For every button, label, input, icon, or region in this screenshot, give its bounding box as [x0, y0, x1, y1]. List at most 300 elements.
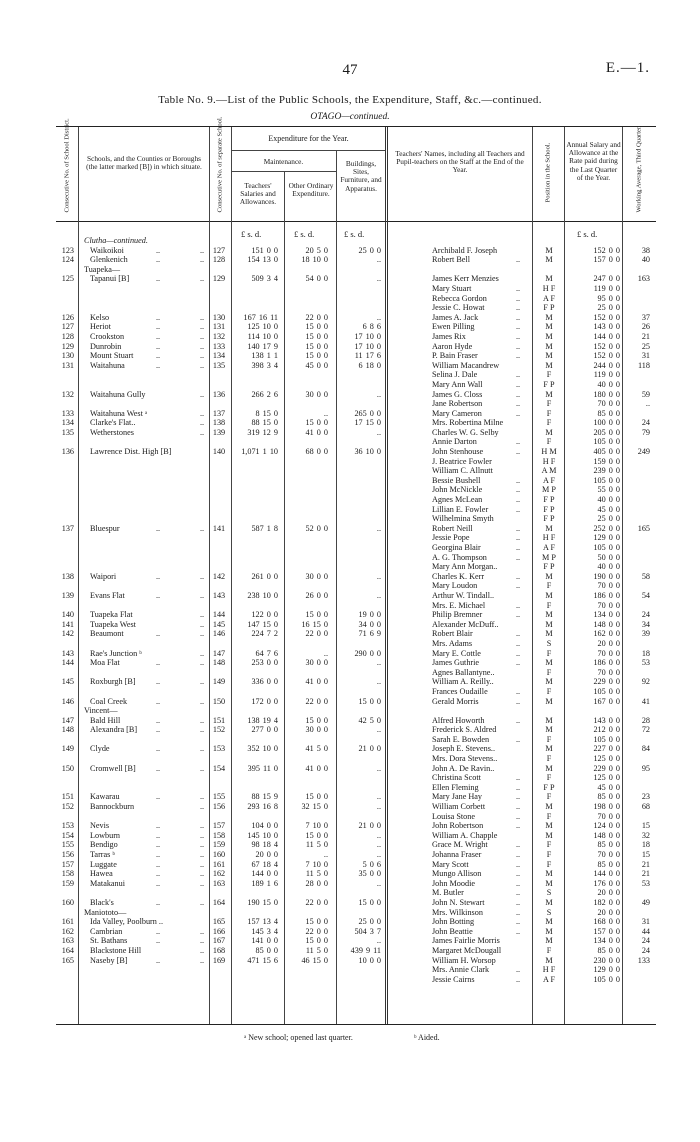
working-average: 21	[641, 331, 650, 341]
teacher-name: James G. Closs	[432, 389, 483, 399]
teacher-name: John N. Stewart	[432, 897, 485, 907]
position: M	[545, 312, 553, 322]
school-no: 169	[212, 955, 226, 965]
annual-salary: 198 0 0	[593, 802, 620, 812]
working-average: 24	[641, 418, 650, 428]
school-no: 156	[212, 802, 226, 812]
school-sep: ..	[199, 897, 205, 907]
position: M	[545, 917, 553, 927]
teacher-dots: ..	[516, 696, 521, 706]
table-row	[56, 687, 656, 697]
other-expenditure: 32 15 0	[301, 802, 328, 812]
teacher-dots: ..	[516, 255, 521, 265]
district-no: 126	[61, 312, 74, 322]
teacher-dots: ..	[516, 447, 521, 457]
school-sep: ..	[199, 274, 205, 284]
teacher-name: J. Beatrice Fowler	[432, 456, 492, 466]
buildings: ..	[376, 725, 381, 735]
school-name: Tuapeka Flat	[90, 610, 133, 620]
school-dots: ..	[156, 696, 161, 706]
school-sep: ..	[199, 955, 205, 965]
other-expenditure: 28 0 0	[305, 878, 328, 888]
annual-salary: 152 0 0	[593, 351, 620, 361]
table-subtitle: OTAGO—continued.	[310, 112, 390, 122]
school-dots: ..	[156, 658, 161, 668]
col-maintenance: Maintenance.	[263, 157, 304, 166]
teacher-name: William H. Worsop	[432, 955, 496, 965]
teacher-name: Robert Neill	[432, 523, 473, 533]
school-sep: ..	[199, 840, 205, 850]
school-no: 160	[212, 850, 226, 859]
buildings: ..	[376, 878, 381, 888]
other-expenditure: 15 0 0	[305, 830, 328, 840]
table-row	[56, 342, 656, 352]
table-row	[56, 332, 656, 342]
school-no: 164	[212, 897, 226, 907]
buildings: 504 3 7	[354, 926, 381, 936]
table-row	[56, 303, 656, 313]
school-name: Kelso	[90, 312, 110, 322]
working-average: 165	[637, 523, 650, 533]
teacher-dots: ..	[516, 504, 521, 514]
teacher-name: Mary Ann Wall	[432, 379, 483, 389]
teacher-name: Georgina Blair	[432, 543, 481, 552]
table-row	[56, 610, 656, 620]
school-no: 145	[212, 619, 226, 629]
school-no: 146	[212, 629, 226, 639]
school-no: 138	[212, 418, 226, 428]
table-row	[56, 351, 656, 361]
position: F	[546, 686, 552, 696]
table-row	[56, 888, 656, 898]
annual-salary: 105 0 0	[593, 686, 620, 696]
teacher-name: Joseph E. Stevens..	[432, 744, 495, 754]
annual-salary: 105 0 0	[593, 437, 620, 447]
annual-salary: 25 0 0	[597, 303, 620, 313]
working-average: 37	[641, 312, 650, 322]
teacher-name: James Fairlie Morris	[432, 936, 500, 946]
buildings: ..	[376, 274, 381, 284]
teacher-name: Ellen Fleming	[432, 782, 479, 792]
teacher-name: Selina J. Dale	[432, 370, 478, 380]
other-expenditure: 16 15 0	[301, 619, 328, 629]
working-average: 34	[641, 619, 650, 629]
district-no: 140	[61, 610, 74, 620]
annual-salary: 148 0 0	[593, 830, 620, 840]
position: H F	[542, 533, 556, 543]
salaries: 8 15 0	[255, 408, 278, 418]
table-row	[56, 322, 656, 332]
annual-salary: 152 0 0	[593, 341, 620, 351]
annual-salary: 190 0 0	[593, 571, 620, 581]
school-dots: ..	[156, 255, 161, 265]
salaries: 398 3 4	[251, 360, 278, 370]
table-row	[56, 265, 656, 275]
annual-salary: 70 0 0	[597, 600, 620, 610]
school-sep: ..	[199, 792, 205, 802]
district-no: 163	[61, 936, 74, 946]
teacher-name: Annie Darton	[432, 437, 477, 447]
school-sep: ..	[199, 763, 205, 773]
annual-salary: 180 0 0	[593, 389, 620, 399]
district-no: 135	[61, 427, 74, 437]
table-row	[56, 831, 656, 841]
position: A M	[541, 466, 557, 476]
annual-salary: 186 0 0	[593, 590, 620, 600]
buildings: 15 0 0	[358, 897, 381, 907]
other-expenditure: 41 0 0	[305, 677, 328, 687]
position: M	[545, 955, 553, 965]
annual-salary: 157 0 0	[593, 926, 620, 936]
table-row	[56, 908, 656, 918]
table-title: Table No. 9.—List of the Public Schools, the Expenditure, Staff, &c.—continued.	[158, 94, 542, 106]
teacher-name: Robert Bell	[432, 255, 470, 265]
school-sep: ..	[199, 408, 205, 418]
working-average: 18	[641, 648, 650, 658]
school-name: Cambrian	[90, 926, 123, 936]
school-name: Matakanui	[90, 878, 126, 888]
teacher-name: Louisa Stone	[432, 811, 475, 821]
position: M	[545, 936, 553, 946]
school-name: Lawrence Dist. High [B]	[90, 447, 172, 457]
other-expenditure: 30 0 0	[305, 389, 328, 399]
table-row	[56, 821, 656, 831]
school-no: 167	[212, 936, 226, 946]
district-no: 154	[61, 830, 74, 840]
col-other: Other Ordinary Expenditure.	[288, 181, 334, 199]
teacher-name: William A. Reilly..	[432, 677, 494, 687]
annual-salary: 167 0 0	[593, 696, 620, 706]
district-no: 148	[61, 725, 74, 735]
col-average: Working Average, Third Quarter.	[635, 125, 643, 213]
teacher-dots: ..	[516, 331, 521, 341]
position: F P	[543, 379, 555, 389]
other-expenditure: 41 0 0	[305, 427, 328, 437]
teacher-name: Charles K. Kerr	[432, 571, 485, 581]
annual-salary: 85 0 0	[597, 840, 620, 850]
table-row	[56, 773, 656, 783]
school-name: Tapanui [B]	[90, 274, 130, 284]
position: M	[545, 696, 553, 706]
table-row	[56, 457, 656, 467]
working-average: 92	[641, 677, 650, 687]
school-no: 128	[212, 255, 226, 265]
school-sep: ..	[199, 830, 205, 840]
salaries: 147 15 0	[247, 619, 278, 629]
table-row	[56, 879, 656, 889]
annual-salary: 95 0 0	[597, 293, 620, 303]
school-no: 153	[212, 744, 226, 754]
salaries: 471 15 6	[247, 955, 278, 965]
district-no: 127	[61, 322, 74, 332]
working-average: 53	[641, 878, 650, 888]
salaries: 151 0 0	[251, 245, 278, 255]
annual-salary: 182 0 0	[593, 897, 620, 907]
salaries: 189 1 6	[251, 878, 278, 888]
position: M	[545, 255, 553, 265]
district-no: 128	[61, 331, 74, 341]
position: H F	[542, 965, 556, 975]
table-row	[56, 754, 656, 764]
position: M	[545, 763, 553, 773]
annual-salary: 119 0 0	[593, 283, 620, 293]
school-sep: ..	[199, 869, 205, 879]
teacher-dots: ..	[516, 773, 521, 783]
buildings: 17 10 0	[354, 331, 381, 341]
salaries: 154 13 0	[247, 255, 278, 265]
table-row	[56, 965, 656, 975]
position: F	[546, 648, 552, 658]
school-sep: ..	[199, 331, 205, 341]
school-name: Black's	[90, 897, 114, 907]
document-code: E.—1.	[605, 60, 650, 76]
table-row	[56, 744, 656, 754]
position: F	[546, 370, 552, 380]
table-row	[56, 543, 656, 553]
annual-salary: 205 0 0	[593, 427, 620, 437]
other-expenditure: ..	[323, 408, 328, 418]
school-no: 154	[212, 763, 226, 773]
annual-salary: 20 0 0	[597, 638, 620, 648]
teacher-dots: ..	[516, 552, 521, 562]
annual-salary: 40 0 0	[597, 562, 620, 572]
salaries: 104 0 0	[251, 821, 278, 831]
other-expenditure: 15 0 0	[305, 341, 328, 351]
school-sep: ..	[199, 351, 205, 361]
teacher-dots: ..	[516, 600, 521, 610]
position: F	[546, 600, 552, 610]
school-name: Naseby [B]	[90, 955, 128, 965]
working-average: 23	[641, 792, 650, 802]
teacher-dots: ..	[516, 523, 521, 533]
teacher-name: William C. Allnutt	[432, 466, 493, 476]
buildings: 439 9 11	[350, 945, 381, 955]
table-row	[56, 917, 656, 927]
annual-salary: 252 0 0	[593, 523, 620, 533]
salaries: 114 10 0	[247, 331, 278, 341]
teacher-dots: ..	[516, 629, 521, 639]
school-name: Rae's Junction ᵇ	[90, 648, 142, 658]
position: M	[545, 389, 553, 399]
annual-salary: 85 0 0	[597, 408, 620, 418]
school-sep: ..	[199, 523, 205, 533]
position: M	[545, 715, 553, 725]
buildings: 36 10 0	[354, 447, 381, 457]
teacher-dots: ..	[516, 878, 521, 888]
position: M	[545, 821, 553, 831]
table-row	[56, 601, 656, 611]
teacher-dots: ..	[516, 485, 521, 495]
teacher-name: John A. De Ravin..	[432, 763, 495, 773]
salaries: 587 1 8	[251, 523, 278, 533]
table-row	[56, 524, 656, 534]
school-sep: ..	[199, 610, 205, 620]
working-average: 249	[637, 447, 650, 457]
position: M	[545, 427, 553, 437]
buildings: ..	[376, 677, 381, 687]
salaries: 352 10 0	[247, 744, 278, 754]
school-name: Bald Hill	[90, 715, 121, 725]
teacher-name: M. Butler	[432, 888, 464, 898]
position: M	[545, 341, 553, 351]
table-row	[56, 476, 656, 486]
district-no: 155	[61, 840, 74, 850]
school-dots: ..	[156, 830, 161, 840]
school-sep: ..	[199, 312, 205, 322]
position: F	[546, 581, 552, 591]
teacher-name: Agnes Ballantyne..	[432, 667, 495, 677]
col-schools: Schools, and the Counties or Boroughs (the latter marked [B]) in which situate.	[86, 154, 202, 172]
salaries: 253 0 0	[251, 658, 278, 668]
working-average: 21	[641, 859, 650, 869]
other-expenditure: 30 0 0	[305, 725, 328, 735]
teacher-name: John McNickle	[432, 485, 483, 495]
working-average: ..	[645, 399, 650, 409]
other-expenditure: ..	[323, 850, 328, 859]
school-dots: ..	[156, 715, 161, 725]
position: F	[546, 773, 552, 783]
annual-salary: 100 0 0	[593, 418, 620, 428]
page-number: 47	[342, 62, 358, 78]
units-salary: £ s. d.	[577, 229, 598, 239]
school-no: 133	[212, 341, 226, 351]
school-sep: ..	[199, 658, 205, 668]
working-average: 49	[641, 897, 650, 907]
salaries: 88 15 9	[251, 792, 278, 802]
teacher-name: Jessie Pope	[432, 533, 470, 543]
teacher-dots: ..	[516, 965, 521, 975]
school-name: Crookston	[90, 331, 125, 341]
teacher-dots: ..	[516, 571, 521, 581]
buildings: ..	[376, 802, 381, 812]
position: F	[546, 792, 552, 802]
buildings: 265 0 0	[354, 408, 381, 418]
position: H M	[541, 447, 557, 457]
school-no: 166	[212, 926, 226, 936]
teacher-name: Arthur W. Tindall..	[432, 590, 495, 600]
col-salaries: Teachers' Salaries and Allowances.	[239, 181, 277, 207]
working-average: 38	[641, 245, 650, 255]
table-row	[56, 495, 656, 505]
school-name: Tarras ᵇ	[90, 850, 115, 859]
position: F P	[543, 562, 555, 572]
teacher-dots: ..	[516, 917, 521, 927]
school-sep: ..	[199, 850, 205, 859]
table-row	[56, 725, 656, 735]
school-name: Hawea	[90, 869, 113, 879]
working-average: 53	[641, 658, 650, 668]
buildings: 17 10 0	[354, 341, 381, 351]
units-buildings: £ s. d.	[344, 229, 365, 239]
table-row	[56, 812, 656, 822]
position: A F	[542, 293, 556, 303]
working-average: 24	[641, 936, 650, 946]
units-salaries: £ s. d.	[241, 229, 262, 239]
other-expenditure: 7 10 0	[305, 821, 328, 831]
other-expenditure: 41 5 0	[305, 744, 328, 754]
school-sep: ..	[199, 696, 205, 706]
annual-salary: 152 0 0	[593, 245, 620, 255]
salaries: 88 15 0	[251, 418, 278, 428]
school-no: 137	[212, 408, 226, 418]
position: M	[545, 878, 553, 888]
teacher-name: Agnes McLean	[432, 495, 483, 505]
salaries: 64 7 6	[255, 648, 278, 658]
district-no: 139	[61, 590, 74, 600]
teacher-dots: ..	[516, 686, 521, 696]
teacher-dots: ..	[516, 322, 521, 332]
school-name: Vincent—	[84, 706, 118, 716]
school-dots: ..	[156, 744, 161, 754]
teacher-dots: ..	[516, 581, 521, 591]
teacher-name: William A. Chapple	[432, 830, 498, 840]
district-no: 123	[61, 245, 74, 255]
position: A F	[542, 974, 556, 984]
school-name: Luggate	[90, 859, 117, 869]
annual-salary: 134 0 0	[593, 936, 620, 946]
buildings: 25 0 0	[358, 245, 381, 255]
school-sep: ..	[199, 926, 205, 936]
table-row	[56, 697, 656, 707]
other-expenditure: 52 0 0	[305, 523, 328, 533]
annual-salary: 105 0 0	[593, 543, 620, 552]
teacher-name: Wilhelmina Smyth	[432, 514, 494, 524]
school-no: 165	[212, 917, 226, 927]
school-no: 155	[212, 792, 226, 802]
district-no: 130	[61, 351, 74, 361]
school-sep: ..	[199, 744, 205, 754]
table-row	[56, 956, 656, 966]
school-name: Roxburgh [B]	[90, 677, 136, 687]
working-average: 118	[638, 360, 650, 370]
table-row	[56, 927, 656, 937]
salaries: 395 11 0	[247, 763, 278, 773]
district-no: 144	[61, 658, 74, 668]
school-name: Lowburn	[90, 830, 121, 840]
school-dots: ..	[156, 274, 161, 284]
district-no: 124	[61, 255, 74, 265]
school-dots: ..	[156, 590, 161, 600]
teacher-dots: ..	[516, 475, 521, 485]
position: M	[545, 897, 553, 907]
other-expenditure: 54 0 0	[305, 274, 328, 284]
teacher-dots: ..	[516, 533, 521, 543]
other-expenditure: 11 5 0	[305, 840, 328, 850]
annual-salary: 162 0 0	[593, 629, 620, 639]
teacher-name: P. Bain Fraser	[432, 351, 478, 361]
annual-salary: 144 0 0	[593, 869, 620, 879]
teacher-name: Rebecca Gordon	[432, 293, 487, 303]
position: M	[545, 360, 553, 370]
salaries: 190 15 0	[247, 897, 278, 907]
teacher-name: Ewen Pilling	[432, 322, 475, 332]
buildings: 6 8 6	[362, 322, 381, 332]
annual-salary: 85 0 0	[597, 792, 620, 802]
district-no: 160	[61, 897, 74, 907]
working-average: 163	[637, 274, 650, 284]
teacher-name: James Kerr Menzies	[432, 274, 499, 284]
working-average: 59	[641, 389, 650, 399]
other-expenditure: 26 0 0	[305, 590, 328, 600]
table-row	[56, 370, 656, 380]
position: F	[546, 840, 552, 850]
position: M	[545, 658, 553, 668]
teacher-name: Mrs. Adams	[432, 638, 473, 648]
table-row	[56, 409, 656, 419]
school-dots: ..	[156, 840, 161, 850]
position: F	[546, 437, 552, 447]
teacher-dots: ..	[516, 897, 521, 907]
